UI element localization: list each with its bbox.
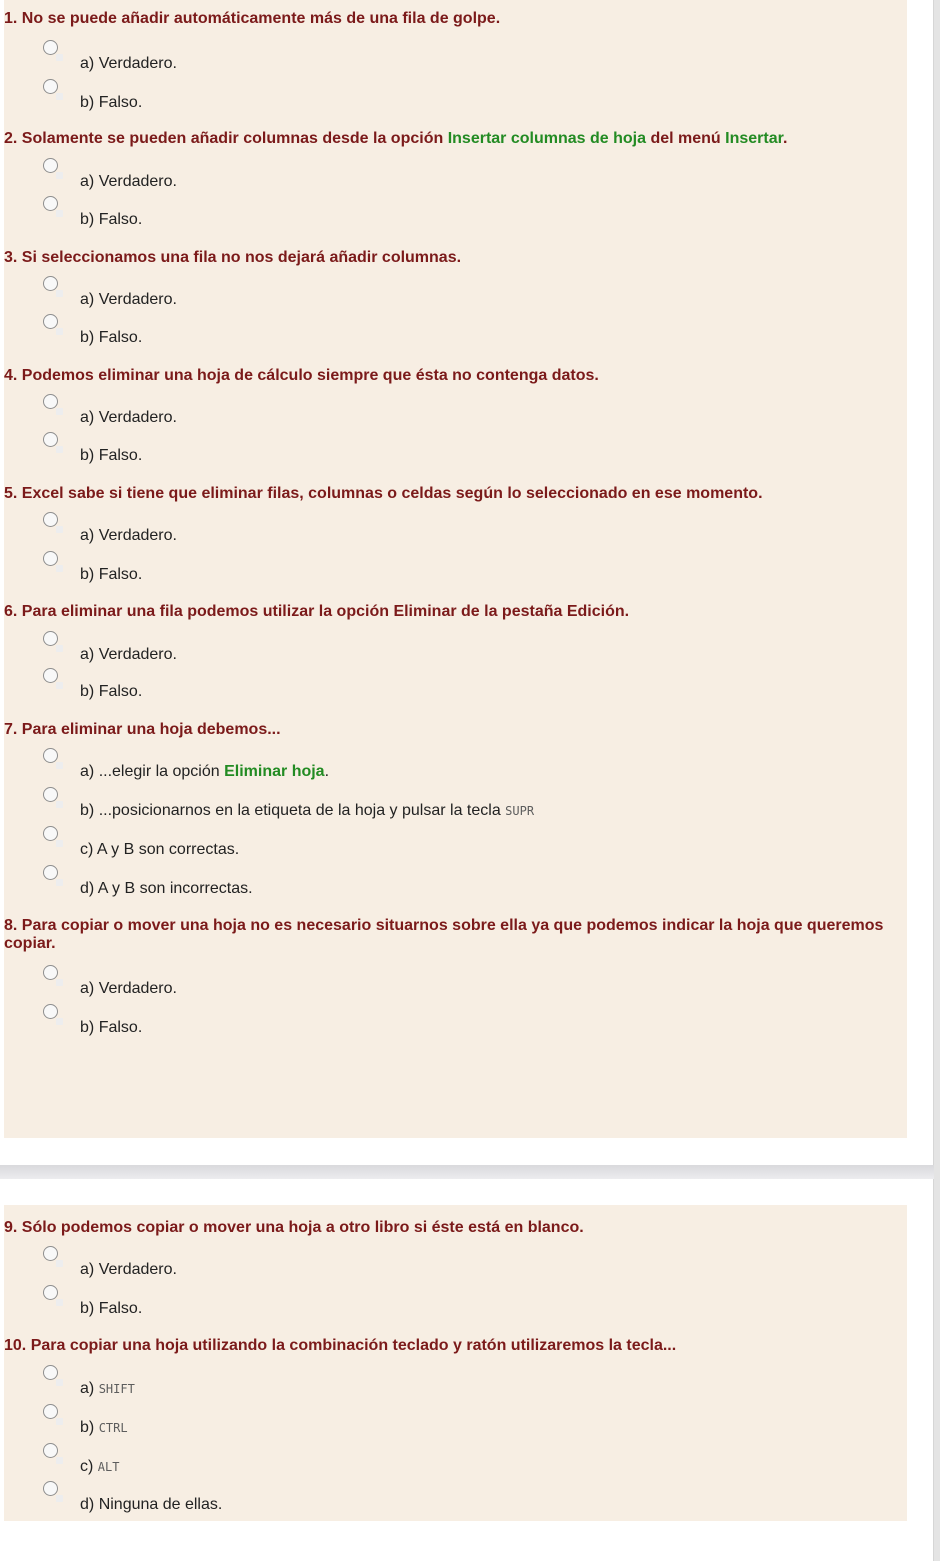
question-5-option-b[interactable]: b) Falso.	[43, 551, 903, 585]
question-5-option-a[interactable]: a) Verdadero.	[43, 512, 903, 546]
question-9-option-a[interactable]: a) Verdadero.	[43, 1246, 903, 1280]
question-3-option-a[interactable]: a) Verdadero.	[43, 276, 903, 310]
radio-button[interactable]	[43, 1481, 58, 1496]
question-10-option-b[interactable]: b) CTRL	[43, 1404, 903, 1438]
radio-button[interactable]	[43, 512, 58, 527]
key-shift: SHIFT	[98, 1382, 135, 1396]
question-5: 5. Excel sabe si tiene que eliminar filas, columnas o celdas según lo seleccionado en ese momento.	[4, 485, 763, 502]
radio-button[interactable]	[43, 394, 58, 409]
radio-button[interactable]	[43, 551, 58, 566]
question-6: 6. Para eliminar una fila podemos utilizar la opción Eliminar de la pestaña Edición.	[4, 603, 630, 620]
question-2-option-b[interactable]: b) Falso.	[43, 196, 903, 230]
radio-button[interactable]	[43, 631, 58, 646]
radio-button[interactable]	[43, 787, 58, 802]
key-alt: ALT	[97, 1460, 120, 1474]
radio-button[interactable]	[43, 865, 58, 880]
question-2-option-a[interactable]: a) Verdadero.	[43, 158, 903, 192]
question-4: 4. Podemos eliminar una hoja de cálculo siempre que ésta no contenga datos.	[4, 367, 599, 384]
question-1: 1. No se puede añadir automáticamente más de una fila de golpe.	[4, 10, 501, 27]
question-7-option-a[interactable]: a) ...elegir la opción Eliminar hoja.	[43, 748, 903, 782]
question-9-option-b[interactable]: b) Falso.	[43, 1285, 903, 1319]
question-10-option-d[interactable]: d) Ninguna de ellas.	[43, 1481, 903, 1515]
question-3: 3. Si seleccionamos una fila no nos dejará añadir columnas.	[4, 249, 462, 266]
radio-button[interactable]	[43, 668, 58, 683]
question-10: 10. Para copiar una hoja utilizando la combinación teclado y ratón utilizaremos la tecla...	[4, 1337, 677, 1354]
question-9: 9. Sólo podemos copiar o mover una hoja a otro libro si éste está en blanco.	[4, 1219, 584, 1236]
radio-button[interactable]	[43, 314, 58, 329]
radio-button[interactable]	[43, 40, 58, 55]
question-1-option-a[interactable]: a) Verdadero.	[43, 40, 903, 74]
question-7: 7. Para eliminar una hoja debemos...	[4, 721, 281, 738]
question-4-option-b[interactable]: b) Falso.	[43, 432, 903, 466]
question-6-option-a[interactable]: a) Verdadero.	[43, 631, 903, 665]
key-ctrl: CTRL	[98, 1421, 128, 1435]
question-10-option-c[interactable]: c) ALT	[43, 1443, 903, 1477]
highlight-eliminar-hoja: Eliminar hoja	[224, 763, 325, 780]
radio-button[interactable]	[43, 1404, 58, 1419]
radio-button[interactable]	[43, 276, 58, 291]
radio-button[interactable]	[43, 826, 58, 841]
question-7-option-d[interactable]: d) A y B son incorrectas.	[43, 865, 903, 899]
radio-button[interactable]	[43, 1443, 58, 1458]
page-scrollbar[interactable]	[933, 0, 940, 1561]
highlight-insertar-columnas: Insertar columnas de hoja	[447, 130, 646, 147]
question-8: 8. Para copiar o mover una hoja no es necesario situarnos sobre ella ya que podemos indicar la hoja que queremos copiar.	[4, 917, 884, 952]
radio-button[interactable]	[43, 1365, 58, 1380]
radio-button[interactable]	[43, 1246, 58, 1261]
radio-button[interactable]	[43, 1285, 58, 1300]
section-divider	[0, 1165, 934, 1179]
radio-button[interactable]	[43, 1004, 58, 1019]
radio-button[interactable]	[43, 432, 58, 447]
question-8-option-a[interactable]: a) Verdadero.	[43, 965, 903, 999]
question-6-option-b[interactable]: b) Falso.	[43, 668, 903, 702]
question-3-option-b[interactable]: b) Falso.	[43, 314, 903, 348]
key-supr: SUPR	[505, 804, 535, 818]
question-2: 2. Solamente se pueden añadir columnas desde la opción Insertar columnas de hoja del menú Insertar.	[4, 130, 788, 147]
radio-button[interactable]	[43, 158, 58, 173]
question-1-option-b[interactable]: b) Falso.	[43, 79, 903, 113]
radio-button[interactable]	[43, 79, 58, 94]
question-10-option-a[interactable]: a) SHIFT	[43, 1365, 903, 1399]
question-7-option-b[interactable]: b) ...posicionarnos en la etiqueta de la hoja y pulsar la tecla SUPR	[43, 787, 903, 821]
question-7-option-c[interactable]: c) A y B son correctas.	[43, 826, 903, 860]
radio-button[interactable]	[43, 196, 58, 211]
question-4-option-a[interactable]: a) Verdadero.	[43, 394, 903, 428]
radio-button[interactable]	[43, 748, 58, 763]
highlight-insertar: Insertar	[725, 130, 783, 147]
question-8-option-b[interactable]: b) Falso.	[43, 1004, 903, 1038]
radio-button[interactable]	[43, 965, 58, 980]
